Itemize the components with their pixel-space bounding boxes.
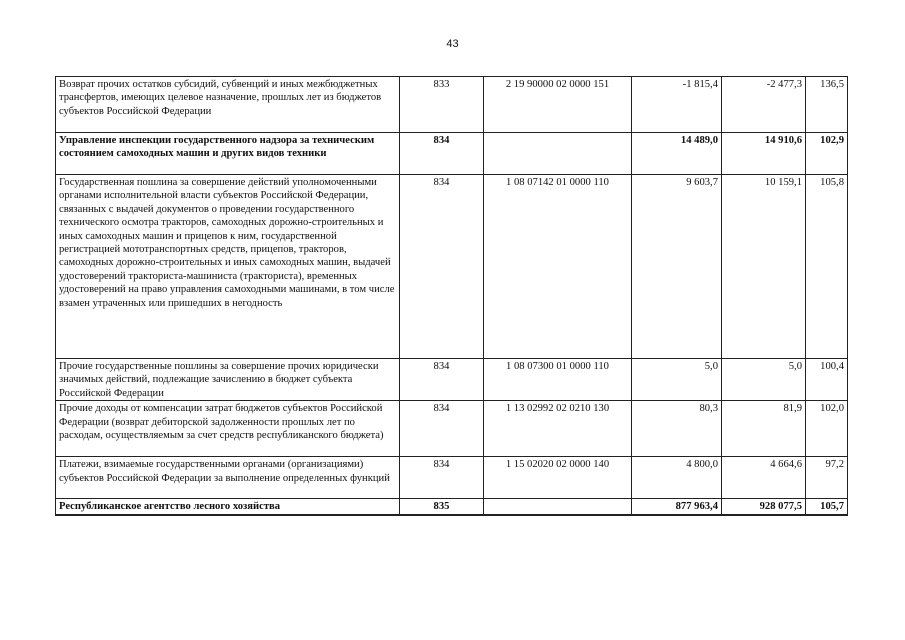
row-code-cell: 1 08 07300 01 0000 110 <box>484 359 632 401</box>
row-admin-cell: 835 <box>400 499 484 515</box>
row-percent-cell: 105,8 <box>806 175 848 359</box>
row-percent-cell: 102,9 <box>806 133 848 175</box>
row-name-cell: Прочие доходы от компенсации затрат бюджетов субъектов Российской Федерации (возврат дебиторской задолженности прошлых лет по расходам, осуществляемым за счет средств республиканского бюджета) <box>56 401 400 457</box>
table-row <box>56 359 848 401</box>
page-number: 43 <box>446 38 459 50</box>
row-plan-cell: -1 815,4 <box>632 77 722 133</box>
row-name-cell: Платежи, взимаемые государственными органами (организациями) субъектов Российской Федерации за выполнение определенных функций <box>56 457 400 499</box>
row-percent-cell: 102,0 <box>806 401 848 457</box>
row-name-cell: Государственная пошлина за совершение действий уполномоченными органами исполнительной власти субъектов Российской Федерации, связанных с выдачей документов о проведении государственного технического осмотра тракторов, самоходных дорожно-строительных и иных самоходных машин и прицепов к ним, государственной регистрацией мототранспортных средств, прицепов, тракторов, самоходных дорожно-строительных и иных самоходных машин, выдачей удостоверений тракториста-машиниста (тракториста), временных удостоверений на право управления самоходными машинами, в том числе взамен утраченных или пришедших в негодность <box>56 175 400 359</box>
table-row <box>56 133 848 175</box>
row-code-cell: 1 08 07142 01 0000 110 <box>484 175 632 359</box>
row-percent-cell: 97,2 <box>806 457 848 499</box>
row-percent-cell: 100,4 <box>806 359 848 401</box>
row-plan-cell: 80,3 <box>632 401 722 457</box>
row-admin-cell: 834 <box>400 133 484 175</box>
row-admin-cell: 834 <box>400 359 484 401</box>
row-fact-cell: 4 664,6 <box>722 457 806 499</box>
table-row <box>56 401 848 457</box>
row-plan-cell: 877 963,4 <box>632 499 722 515</box>
row-fact-cell: 928 077,5 <box>722 499 806 515</box>
row-fact-cell: -2 477,3 <box>722 77 806 133</box>
row-code-cell <box>484 133 632 175</box>
table-row <box>56 457 848 499</box>
row-fact-cell: 10 159,1 <box>722 175 806 359</box>
row-name-cell: Прочие государственные пошлины за совершение прочих юридически значимых действий, подлежащие зачислению в бюджет субъекта Российской Федерации <box>56 359 400 401</box>
row-name-cell: Управление инспекции государственного надзора за техническим состоянием самоходных машин и других видов техники <box>56 133 400 175</box>
table-row <box>56 499 848 515</box>
table-row <box>56 175 848 359</box>
row-admin-cell: 834 <box>400 175 484 359</box>
row-plan-cell: 9 603,7 <box>632 175 722 359</box>
table-row <box>56 77 848 133</box>
row-name-cell: Республиканское агентство лесного хозяйства <box>56 499 400 515</box>
row-name-cell: Возврат прочих остатков субсидий, субвенций и иных межбюджетных трансфертов, имеющих целевое назначение, прошлых лет из бюджетов субъектов Российской Федерации <box>56 77 400 133</box>
row-admin-cell: 834 <box>400 457 484 499</box>
row-percent-cell: 136,5 <box>806 77 848 133</box>
row-plan-cell: 14 489,0 <box>632 133 722 175</box>
row-percent-cell: 105,7 <box>806 499 848 515</box>
row-admin-cell: 833 <box>400 77 484 133</box>
row-code-cell: 1 13 02992 02 0210 130 <box>484 401 632 457</box>
row-code-cell <box>484 499 632 515</box>
row-code-cell: 2 19 90000 02 0000 151 <box>484 77 632 133</box>
row-fact-cell: 81,9 <box>722 401 806 457</box>
row-code-cell: 1 15 02020 02 0000 140 <box>484 457 632 499</box>
row-fact-cell: 5,0 <box>722 359 806 401</box>
budget-table <box>55 76 848 516</box>
row-admin-cell: 834 <box>400 401 484 457</box>
row-plan-cell: 4 800,0 <box>632 457 722 499</box>
row-fact-cell: 14 910,6 <box>722 133 806 175</box>
row-plan-cell: 5,0 <box>632 359 722 401</box>
